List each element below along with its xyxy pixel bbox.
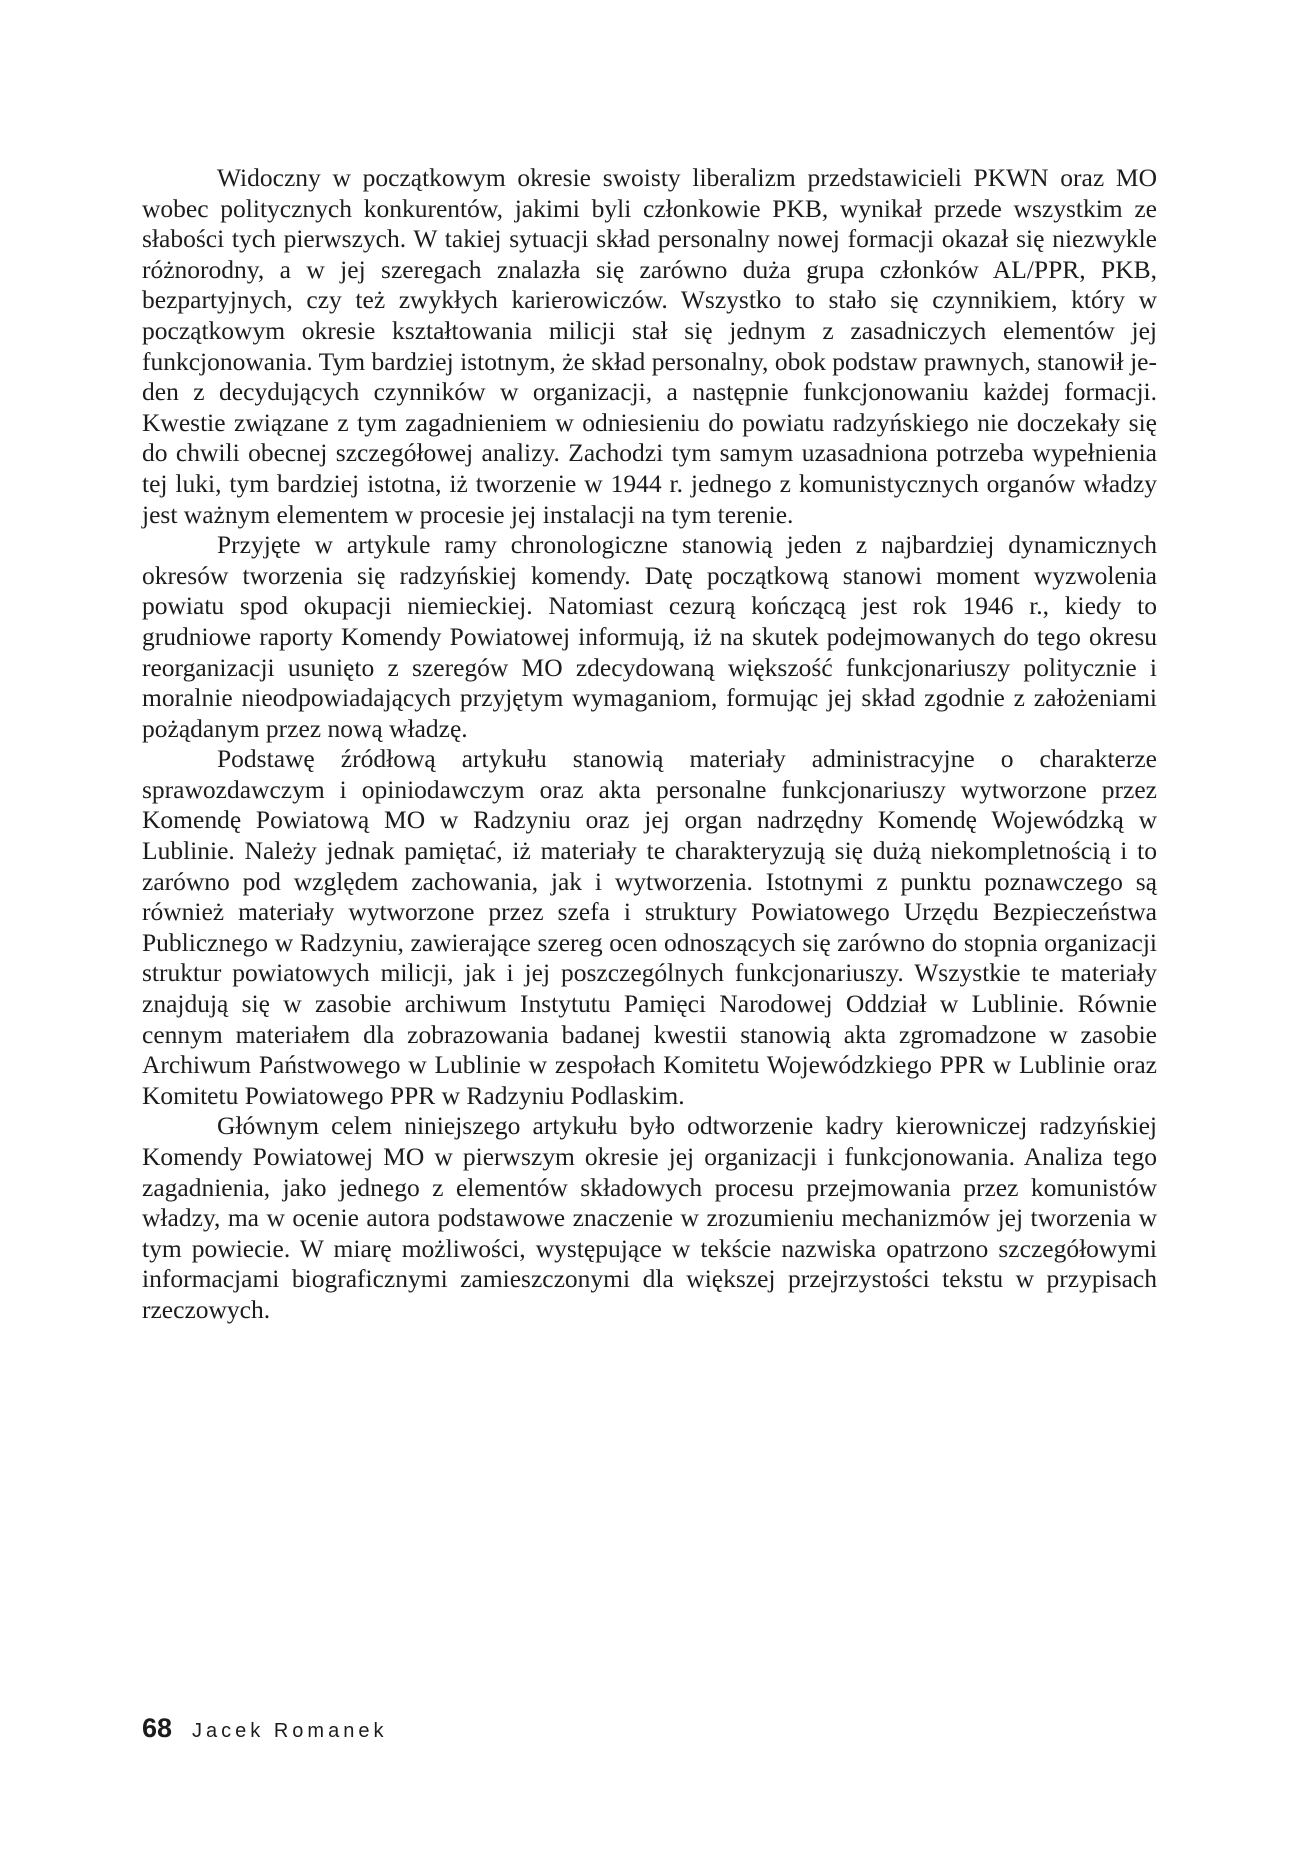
page-number: 68 xyxy=(142,1713,173,1743)
body-text xyxy=(142,163,1157,1326)
paragraph: Głównym celem niniejszego artykułu było odtworzenie kadry kierowniczej radzyńskiej Komendy Powiatowej MO w pierwszym okresie jej organizacji i funkcjonowania. Analiza tego zagadnienia, jako jednego z elementów składowych procesu przejmowania przez komunistów władzy, ma w ocenie autora podstawowe znaczenie w zrozumieniu mechanizmów jej tworzenia w tym powiecie. W miarę możliwości, występujące w tekście nazwiska opatrzono szczegółowymi informacjami biograficznymi zamieszczonymi dla większej przejrzystości tekstu w przypisach rzeczowych. xyxy=(142,1111,1157,1324)
paragraph: Przyjęte w artykule ramy chronologiczne stanowią jeden z najbardziej dynamicznych okresów tworzenia się radzyńskiej komendy. Datę początkową stanowi moment wyzwolenia powiatu spod okupacji niemieckiej. Natomiast cezurą kończącą jest rok 1946 r., kiedy to grudniowe raporty Komendy Powiatowej informują, iż na skutek podejmowanych do tego okresu reorganizacji usunięto z szeregów MO zdecydowaną większość funkcjonariuszy politycznie i moralnie nieodpowiadających przyjętym wymaganiom, formując jej skład zgodnie z założeniami pożądanym przez nową władzę. xyxy=(142,530,1157,743)
page-footer xyxy=(142,1713,387,1747)
paragraph: Podstawę źródłową artykułu stanowią materiały administracyjne o charakterze sprawozdawczym i opiniodawczym oraz akta personalne funkcjonariuszy wytworzone przez Komendę Powiatową MO w Radzyniu oraz jej organ nadrzędny Komendę Wojewódzką w Lublinie. Należy jednak pamiętać, iż materiały te charakteryzują się dużą niekompletnością i to zarówno pod względem zachowania, jak i wytworzenia. Istotnymi z punktu poznawczego są również materiały wytworzone przez szefa i struktury Powiatowego Urzędu Bezpieczeństwa Publicznego w Radzyniu, zawierające szereg ocen odnoszących się zarówno do stopnia organizacji struktur powiatowych milicji, jak i jej poszczególnych funkcjonariuszy. Wszystkie te materiały znajdują się w zasobie archiwum Instytutu Pamięci Narodowej Oddział w Lublinie. Równie cennym materiałem dla zobrazowania badanej kwestii stanowią akta zgromadzone w zasobie Archiwum Państwowego w Lublinie w zespołach Komitetu Wojewódzkiego PPR w Lublinie oraz Komitetu Powiatowego PPR w Radzyniu Podlaskim. xyxy=(142,744,1157,1110)
running-author: Jacek Romanek xyxy=(192,1720,388,1742)
paragraph: Widoczny w początkowym okresie swoisty liberalizm przedstawicieli PKWN oraz MO wobec politycznych konkurentów, jakimi byli członkowie PKB, wynikał przede wszystkim ze słabości tych pierwszych. W takiej sytuacji skład personalny nowej formacji okazał się niezwykle różnorodny, a w jej szeregach znalazła się zarówno duża grupa członków AL/PPR, PKB, bezpartyjnych, czy też zwykłych karierowiczów. Wszystko to stało się czynnikiem, który w początkowym okresie kształtowania milicji stał się jednym z zasadniczych elementów jej funkcjonowania. Tym bardziej istotnym, że skład personalny, obok podstaw prawnych, stanowił jeden z decydujących czynników w organizacji, a następnie funkcjonowaniu każdej formacji. Kwestie związane z tym zagadnieniem w odniesieniu do powiatu radzyńskiego nie doczekały się do chwili obecnej szczegółowej analizy. Zachodzi tym samym uzasadniona potrzeba wypełnienia tej luki, tym bardziej istotna, iż tworzenie w 1944 r. jednego z komunistycznych organów władzy jest ważnym elementem w procesie jej instalacji na tym terenie. xyxy=(142,163,1157,529)
